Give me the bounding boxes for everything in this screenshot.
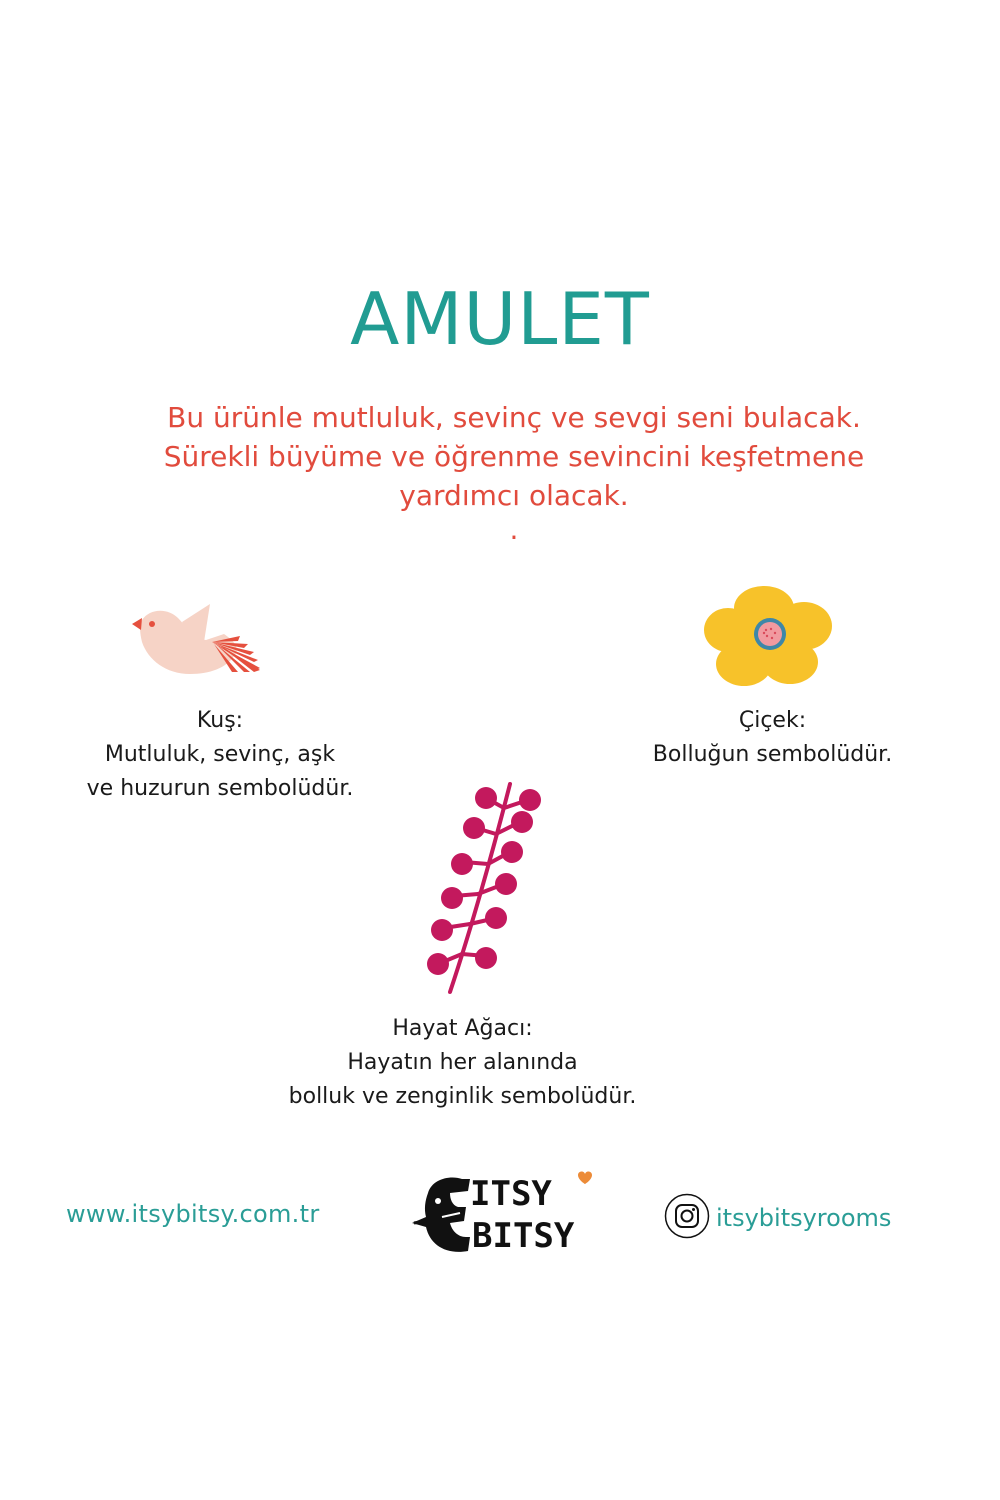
instagram-handle[interactable]: itsybitsyrooms	[716, 1204, 892, 1232]
tree-label: Hayat Ağacı:	[392, 1016, 533, 1041]
page-title: AMULET	[350, 277, 650, 361]
tree-line-1: Hayatın her alanında	[347, 1050, 578, 1075]
logo-text-top: ITSY	[470, 1174, 552, 1214]
intro-line-4: .	[509, 513, 519, 546]
intro-line-3: yardımcı olacak.	[399, 479, 629, 512]
flower-description	[600, 704, 945, 772]
flower-line-1: Bolluğun sembolüdür.	[652, 742, 893, 767]
logo-text-bottom: BITSY	[472, 1216, 575, 1256]
flower-label: Çiçek:	[738, 708, 807, 733]
flower-icon	[704, 586, 836, 690]
website-link[interactable]: www.itsybitsy.com.tr	[66, 1200, 320, 1228]
bird-label: Kuş:	[196, 708, 244, 733]
berry-branch-icon	[420, 778, 550, 1002]
intro-line-2: Sürekli büyüme ve öğrenme sevincini keşfetmene	[163, 440, 865, 473]
bird-line-2: ve huzurun sembolüdür.	[86, 776, 354, 801]
bird-icon	[128, 598, 263, 682]
intro-line-1: Bu ürünle mutluluk, sevinç ve sevgi seni bulacak.	[167, 401, 861, 434]
tree-of-life-description	[250, 1012, 675, 1114]
itsy-bitsy-logo	[410, 1165, 600, 1264]
tree-line-2: bolluk ve zenginlik sembolüdür.	[288, 1084, 637, 1109]
bird-description	[40, 704, 400, 806]
intro-text	[0, 398, 1000, 545]
bird-line-1: Mutluluk, sevinç, aşk	[104, 742, 336, 767]
instagram-link[interactable]	[664, 1193, 891, 1243]
instagram-icon[interactable]	[664, 1193, 710, 1243]
